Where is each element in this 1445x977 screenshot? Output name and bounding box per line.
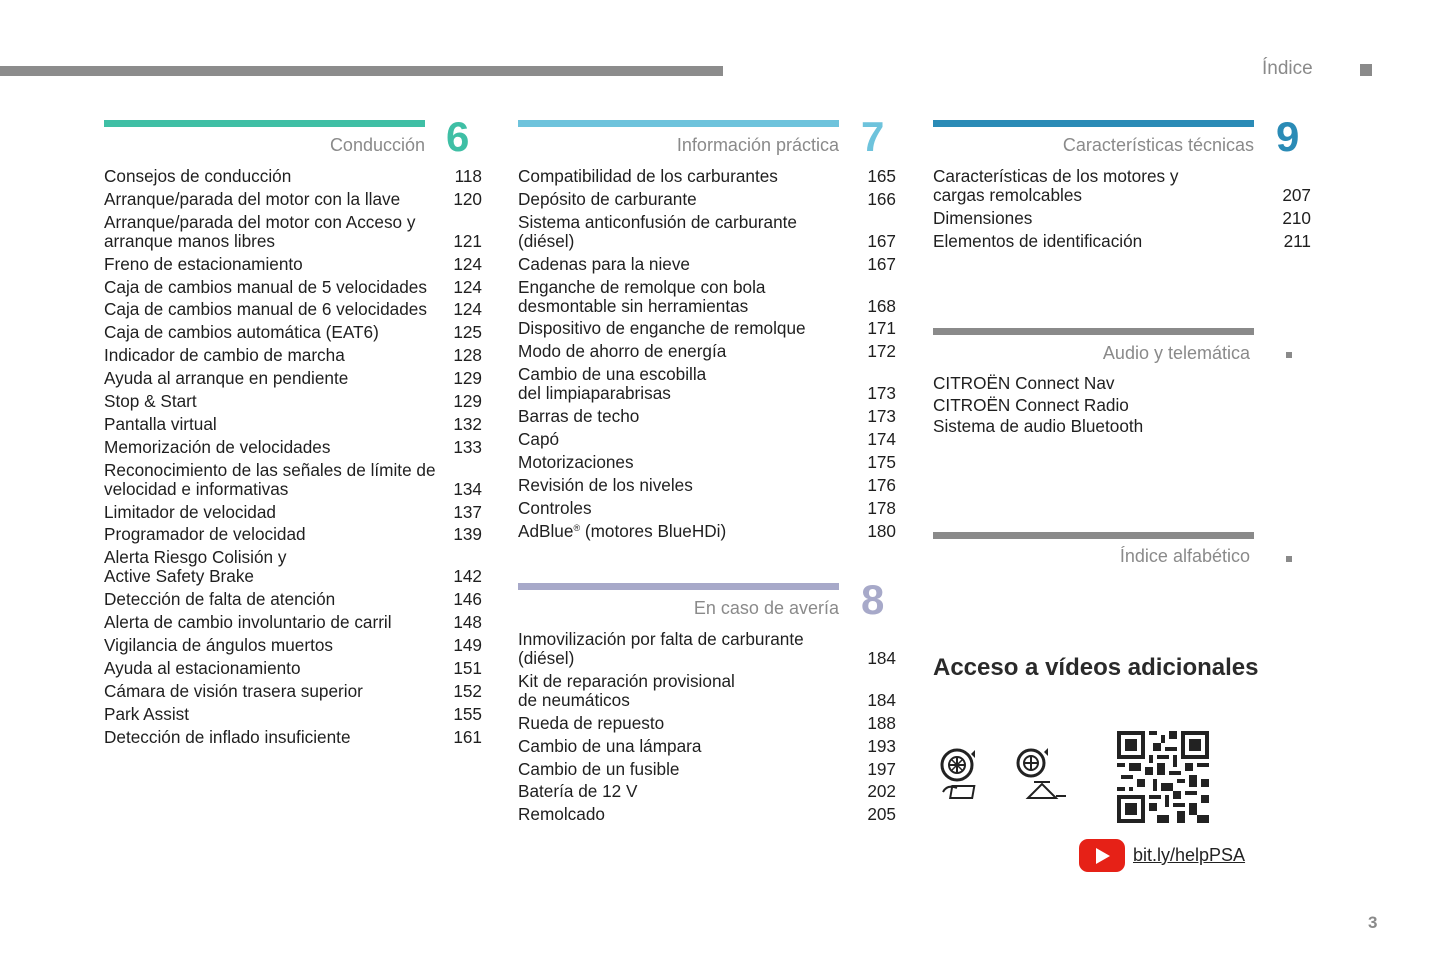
- section-title[interactable]: Conducción: [329, 135, 425, 155]
- entry-label: CITROËN Connect Radio: [933, 394, 1129, 415]
- entry-page: 207: [1282, 185, 1311, 205]
- entry-label: Cambio de una escobilla del limpiaparabrisas: [518, 364, 707, 404]
- entry-page: 168: [867, 295, 896, 316]
- entry-label: Controles: [518, 497, 592, 518]
- list-item[interactable]: [518, 737, 896, 756]
- section-title[interactable]: Información práctica: [676, 135, 839, 155]
- list-item[interactable]: [518, 672, 896, 710]
- section-dot-icon: [1286, 352, 1292, 358]
- entry-page: 129: [453, 368, 482, 389]
- entry-page: 129: [453, 391, 482, 412]
- entry-label: Dimensiones: [933, 207, 1033, 228]
- entries-averia: [518, 630, 896, 828]
- entry-label-main: AdBlue: [518, 520, 574, 541]
- list-item[interactable]: [933, 374, 1263, 393]
- section-dot-icon: [1286, 556, 1292, 562]
- list-item[interactable]: [104, 659, 482, 678]
- entry-label: Freno de estacionamiento: [104, 253, 303, 274]
- list-item[interactable]: [104, 167, 482, 186]
- section-number: 9: [1276, 113, 1300, 160]
- entry-page: 148: [453, 612, 482, 633]
- section-number: 8: [861, 576, 885, 623]
- section-audio: [933, 328, 1254, 368]
- entry-label: Ayuda al arranque en pendiente: [104, 368, 349, 389]
- page-number: 3: [1368, 913, 1378, 932]
- entry-page: 128: [453, 345, 482, 366]
- play-icon: [1096, 848, 1110, 864]
- entry-label: Elementos de identificación: [933, 230, 1143, 251]
- section-caracteristicas: [933, 120, 1254, 160]
- list-item[interactable]: [104, 278, 482, 297]
- entry-label: Barras de techo: [518, 406, 640, 427]
- entry-label: Arranque/parada del motor con la llave: [104, 188, 401, 209]
- entry-label: Caja de cambios manual de 6 velocidades: [104, 299, 427, 320]
- list-item[interactable]: [104, 705, 482, 724]
- section-informacion: [518, 120, 839, 160]
- entry-page: 193: [867, 735, 896, 756]
- entry-label: Sistema de audio Bluetooth: [933, 416, 1144, 436]
- entry-label: Cambio de un fusible: [518, 758, 680, 779]
- entry-label: Compatibilidad de los carburantes: [518, 166, 778, 186]
- list-item[interactable]: [518, 213, 896, 251]
- entry-label: Depósito de carburante: [518, 188, 697, 209]
- entry-page: 211: [1283, 230, 1311, 251]
- list-item[interactable]: [518, 167, 896, 186]
- list-item[interactable]: [933, 232, 1311, 251]
- list-item[interactable]: [518, 342, 896, 361]
- list-item[interactable]: [104, 682, 482, 701]
- list-item[interactable]: [518, 407, 896, 426]
- entry-label: Reconocimiento de las señales de límite de velocidad e informativas: [104, 459, 436, 499]
- entry-page: 134: [453, 478, 482, 499]
- list-item[interactable]: [104, 369, 482, 388]
- entry-label: Park Assist: [104, 703, 190, 724]
- entry-page: 173: [867, 383, 896, 404]
- list-item[interactable]: [518, 365, 896, 403]
- list-item[interactable]: [933, 209, 1311, 228]
- section-title[interactable]: En caso de avería: [693, 598, 839, 618]
- section-bar: [518, 120, 839, 127]
- list-item[interactable]: [518, 760, 896, 779]
- entry-label: Dispositivo de enganche de remolque: [518, 318, 806, 339]
- section-averia: [518, 583, 839, 623]
- list-item[interactable]: [104, 213, 482, 251]
- list-item[interactable]: [518, 430, 896, 449]
- entry-page: 125: [453, 322, 482, 343]
- entry-page: 178: [867, 497, 896, 518]
- entry-page: 176: [867, 474, 896, 495]
- list-item[interactable]: [104, 503, 482, 522]
- section-bar: [104, 120, 425, 127]
- qr-code-icon[interactable]: [1117, 731, 1209, 823]
- entry-label-rest: (motores BlueHDi): [580, 520, 727, 541]
- list-item[interactable]: [518, 453, 896, 472]
- entry-label: Rueda de repuesto: [518, 712, 665, 733]
- section-bar: [933, 120, 1254, 127]
- entry-label: Inmovilización por falta de carburante (diésel): [518, 629, 804, 668]
- entry-page: 180: [867, 520, 896, 541]
- list-item[interactable]: [518, 630, 896, 668]
- tire-repair-kit-icon: [937, 748, 989, 804]
- entry-page: 202: [867, 781, 896, 802]
- entry-label: Modo de ahorro de energía: [518, 341, 727, 362]
- entry-label: Limitador de velocidad: [104, 501, 276, 522]
- entry-page: 121: [453, 230, 482, 251]
- entry-label: Alerta Riesgo Colisión y Active Safety Brake: [104, 547, 287, 587]
- entry-page: 133: [453, 436, 482, 457]
- entry-page: 167: [867, 230, 896, 251]
- list-item[interactable]: [518, 805, 896, 824]
- section-number: 6: [446, 113, 470, 160]
- entry-page: 132: [453, 413, 482, 434]
- entry-page: 155: [453, 703, 482, 724]
- entry-label: Cambio de una lámpara: [518, 735, 702, 756]
- list-item[interactable]: [518, 714, 896, 733]
- entry-label: Motorizaciones: [518, 451, 634, 472]
- list-item[interactable]: [104, 415, 482, 434]
- entry-label: Kit de reparación provisional de neumáticos: [518, 670, 735, 710]
- entry-label: Memorización de velocidades: [104, 436, 331, 457]
- entry-page: 210: [1282, 207, 1311, 228]
- entry-label: Cadenas para la nieve: [518, 253, 690, 274]
- entry-page: 184: [867, 648, 896, 668]
- section-title[interactable]: Audio y telemática: [1102, 343, 1250, 363]
- youtube-icon[interactable]: [1079, 839, 1125, 872]
- tire-jack-icon: [1014, 748, 1070, 804]
- entry-page: 167: [867, 253, 896, 274]
- list-item[interactable]: [933, 396, 1263, 415]
- entry-label: Caja de cambios automática (EAT6): [104, 322, 379, 343]
- list-item[interactable]: [104, 300, 482, 319]
- entry-label: Programador de velocidad: [104, 524, 306, 545]
- entry-page: 173: [867, 406, 896, 427]
- section-bar: [933, 532, 1254, 539]
- entry-page: 151: [453, 657, 482, 678]
- entry-label: Sistema anticonfusión de carburante (diésel): [518, 211, 797, 251]
- entry-page: 161: [453, 726, 482, 747]
- section-bar: [933, 328, 1254, 335]
- entry-label: Pantalla virtual: [104, 413, 217, 434]
- header-bar: [0, 66, 723, 76]
- entry-label: [518, 522, 896, 541]
- entry-page: 171: [867, 318, 896, 339]
- entry-page: 172: [867, 341, 896, 362]
- entry-page: 139: [453, 524, 482, 545]
- entry-label: Caja de cambios manual de 5 velocidades: [104, 276, 427, 297]
- entry-page: 174: [867, 429, 896, 450]
- entry-page: 137: [453, 501, 482, 522]
- entries-conduccion: [104, 167, 482, 750]
- list-item[interactable]: [518, 319, 896, 338]
- list-item[interactable]: [518, 190, 896, 209]
- list-item[interactable]: [518, 499, 896, 518]
- list-item[interactable]: [104, 190, 482, 209]
- section-conduccion: [104, 120, 425, 160]
- entry-label: CITROËN Connect Nav: [933, 373, 1115, 393]
- section-number: 7: [861, 113, 885, 160]
- entry-page: 152: [453, 680, 482, 701]
- entry-label: Detección de falta de atención: [104, 589, 336, 610]
- entry-label: Cámara de visión trasera superior: [104, 680, 363, 701]
- entry-page: 149: [453, 635, 482, 656]
- list-item[interactable]: [518, 522, 896, 541]
- list-item[interactable]: [518, 255, 896, 274]
- entry-label: Stop & Start: [104, 391, 197, 412]
- entry-label: Alerta de cambio involuntario de carril: [104, 612, 392, 633]
- entry-page: 166: [867, 188, 896, 209]
- list-item[interactable]: [104, 525, 482, 544]
- entry-label: Vigilancia de ángulos muertos: [104, 635, 333, 656]
- list-item[interactable]: [104, 590, 482, 609]
- videos-title: Acceso a vídeos adicionales: [933, 654, 1259, 681]
- entry-label: Revisión de los niveles: [518, 474, 693, 495]
- entries-audio: [933, 374, 1263, 439]
- entry-label: Ayuda al estacionamiento: [104, 657, 301, 678]
- list-item[interactable]: [104, 255, 482, 274]
- entry-page: 165: [867, 166, 896, 186]
- help-video-link[interactable]: bit.ly/helpPSA: [1133, 845, 1246, 865]
- entry-page: 124: [453, 253, 482, 274]
- entry-label: Detección de inflado insuficiente: [104, 726, 351, 747]
- section-alfabetico: [933, 532, 1254, 572]
- list-item[interactable]: [104, 461, 482, 499]
- entry-page: 124: [453, 299, 482, 320]
- list-item[interactable]: [518, 476, 896, 495]
- entry-page: 175: [867, 451, 896, 472]
- section-title[interactable]: Índice alfabético: [1119, 546, 1250, 566]
- entry-page: 118: [454, 166, 482, 186]
- entry-label: Arranque/parada del motor con Acceso y arranque manos libres: [104, 211, 416, 251]
- entry-label: Enganche de remolque con bola desmontable sin herramientas: [518, 276, 766, 316]
- entry-label: Consejos de conducción: [104, 166, 292, 186]
- list-item[interactable]: [104, 548, 482, 586]
- list-item[interactable]: [933, 417, 1263, 436]
- header-index-label[interactable]: Índice: [1262, 58, 1313, 79]
- entry-page: 205: [867, 804, 896, 825]
- entry-page: 120: [453, 188, 482, 209]
- entry-page: 142: [453, 566, 482, 587]
- section-title[interactable]: Características técnicas: [1062, 135, 1254, 155]
- list-item[interactable]: [933, 167, 1311, 205]
- entry-page: 197: [867, 758, 896, 779]
- entry-page: 146: [453, 589, 482, 610]
- entry-page: 188: [867, 712, 896, 733]
- entry-label: Características de los motores y cargas remolcables: [933, 166, 1179, 205]
- list-item[interactable]: [104, 346, 482, 365]
- entry-label: Batería de 12 V: [518, 781, 638, 802]
- entry-label: Capó: [518, 429, 560, 450]
- entry-label: Remolcado: [518, 804, 605, 825]
- list-item[interactable]: [518, 278, 896, 316]
- entry-page: 124: [453, 276, 482, 297]
- list-item[interactable]: [104, 613, 482, 632]
- list-item[interactable]: [518, 782, 896, 801]
- section-bar: [518, 583, 839, 590]
- entries-caracteristicas: [933, 167, 1311, 255]
- list-item[interactable]: [104, 728, 482, 747]
- list-item[interactable]: [104, 392, 482, 411]
- entry-page: 184: [867, 689, 896, 710]
- list-item[interactable]: [104, 636, 482, 655]
- list-item[interactable]: [104, 323, 482, 342]
- registered-mark: ®: [573, 522, 581, 533]
- list-item[interactable]: [104, 438, 482, 457]
- header-square-icon: [1360, 64, 1372, 76]
- entries-informacion: [518, 167, 896, 544]
- entry-label: Indicador de cambio de marcha: [104, 345, 345, 366]
